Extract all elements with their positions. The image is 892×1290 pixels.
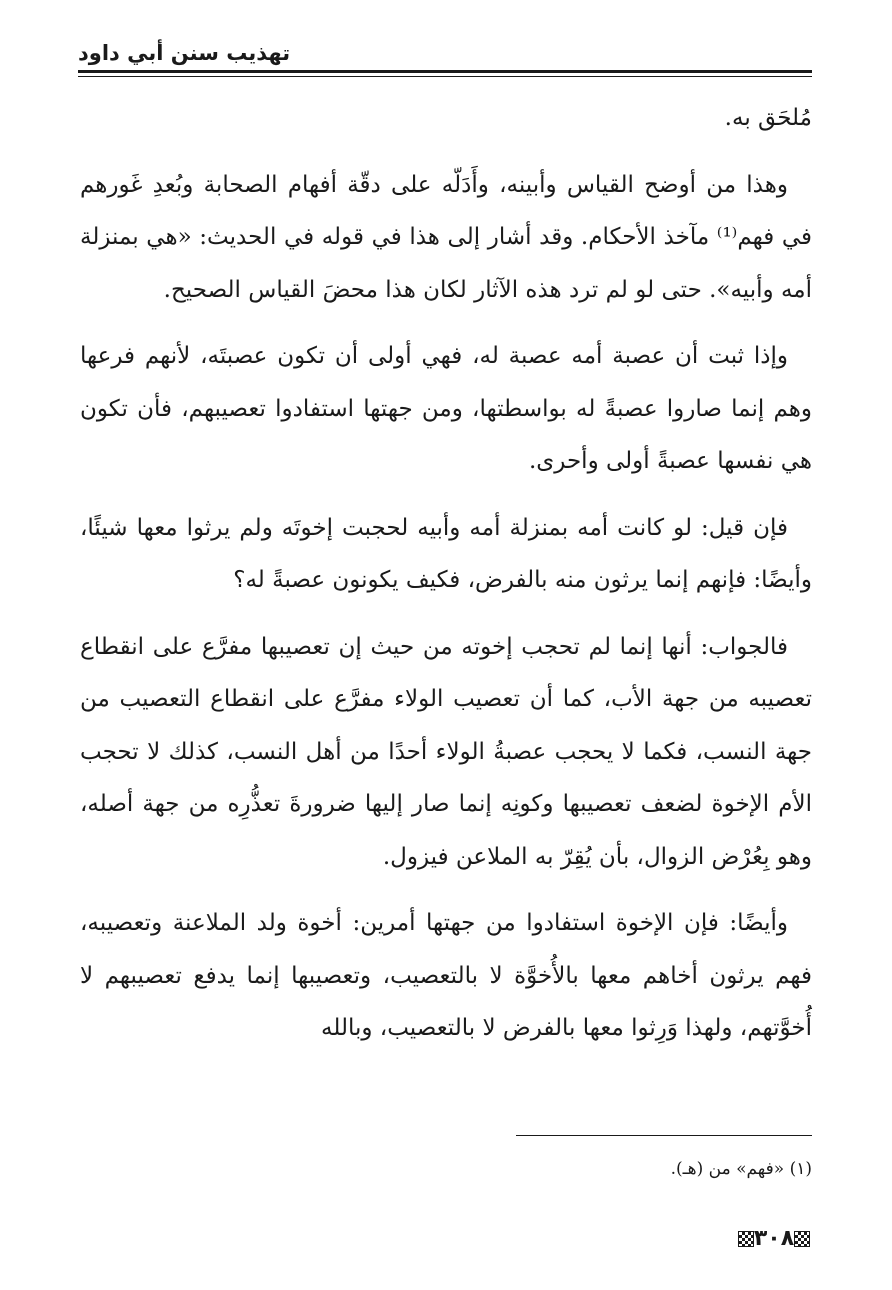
paragraph-2: وهذا من أوضح القياس وأبينه، وأَدَلّه على دقّة أفهام الصحابة وبُعدِ غَورهم في فهم⁽¹⁾ مآخذ الأحكام. وقد أشار إلى هذا في قوله في الحديث: «هي بمنزلة أمه وأبيه». حتى لو لم ترد هذه الآثار لكان هذا محضَ القياس الصحيح. (80, 171, 813, 303)
header-rule-thick (78, 70, 812, 73)
ornament-left-icon (738, 1231, 754, 1247)
header-rule-thin (78, 76, 812, 77)
footnote-rule (516, 1135, 812, 1136)
paragraph-3: وإذا ثبت أن عصبة أمه عصبة له، فهي أولى أن تكون عصبتَه، لأنهم فرعها وهم إنما صاروا عصبةً له بواسطتها، ومن جهتها استفادوا تعصيبهم، فأن تكون هي نفسها عصبةً أولى وأحرى. (80, 343, 812, 474)
ornament-right-icon (794, 1231, 810, 1247)
paragraph-6: وأيضًا: فإن الإخوة استفادوا من جهتها أمرين: أخوة ولد الملاعنة وتعصيبه، فهم يرثون أخاهم معها بالأُخوَّة لا بالتعصيب، وتعصيبها إنما يدفع تعصيبهم لا أُخوَّتهم، ولهذا وَرِثوا معها بالفرض لا بالتعصيب، وبالله (80, 910, 812, 1041)
paragraph-4: فإن قيل: لو كانت أمه بمنزلة أمه وأبيه لحجبت إخوتَه ولم يرثوا معها شيئًا، وأيضًا: فإنهم إنما يرثون منه بالفرض، فكيف يكونون عصبةً له؟ (80, 514, 812, 593)
body-text (80, 92, 812, 1069)
page-number: ٣٠٨ (753, 1226, 795, 1251)
footnote: (١) «فهم» من (هـ). (670, 1159, 812, 1179)
paragraph-5: فالجواب: أنها إنما لم تحجب إخوته من حيث إن تعصيبها مفرَّع على انقطاع تعصيبه من جهة الأب، كما أن تعصيب الولاء مفرَّع على انقطاع التعصيب من جهة النسب، فكما لا يحجب عصبةُ الولاء أحدًا من أهل النسب، كذلك لا تحجب الأم الإخوة لضعف تعصيبها وكونِه إنما صار إليها ضرورةَ تعذُّرِه من جهة أصله، وهو بِعُرْض الزوال، بأن يُقِرّ به الملاعن فيزول. (80, 633, 812, 870)
running-header (78, 32, 812, 72)
running-header-title: تهذيب سنن أبي داود (78, 41, 291, 65)
page-number-block (738, 1222, 810, 1256)
paragraph-1: مُلحَق به. (724, 105, 812, 131)
